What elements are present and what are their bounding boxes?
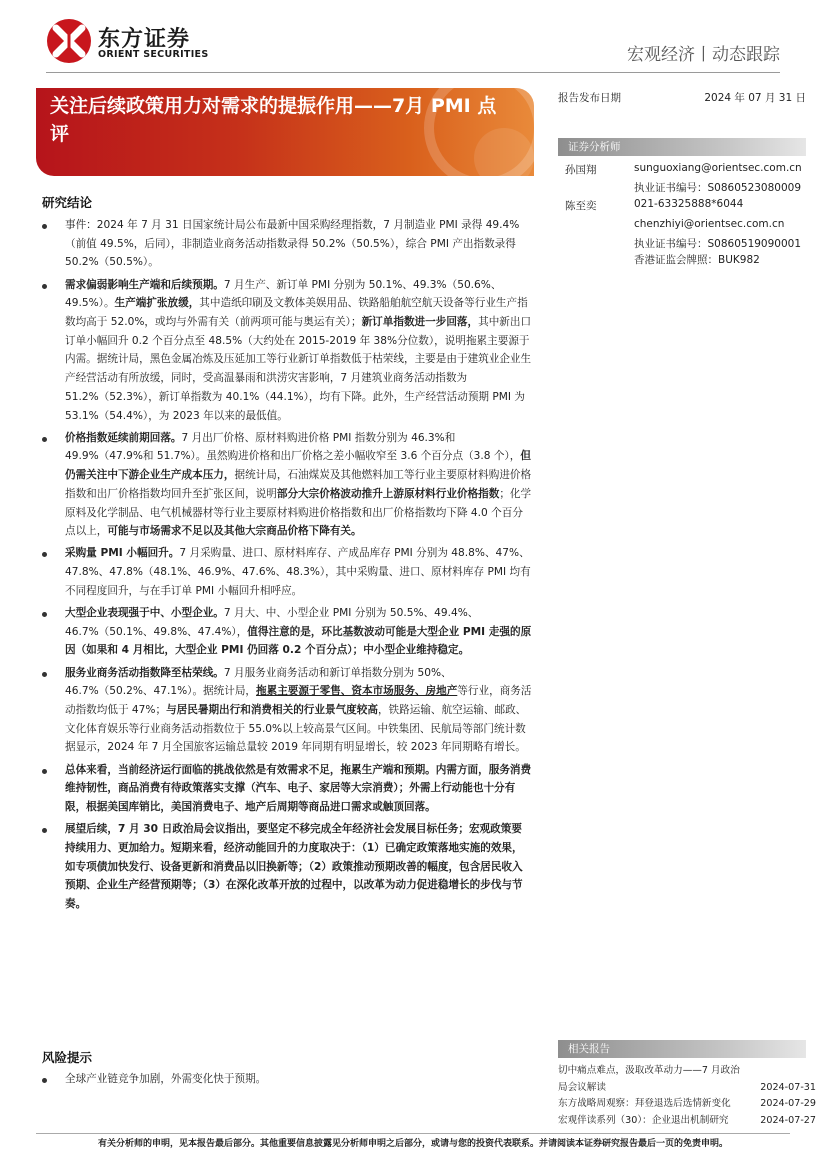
bullet-text: 总体来看，当前经济运行面临的挑战依然是有效需求不足，拖累生产端和预期。内需方面，服务消费维持韧性，商品消费有待政策落实支撑（汽车、电子、家居等大宗消费）；外需上行动能也十分有限，根据美国库销比，美国消费电子、地产后周期等商品进口需求或触顶回落。	[65, 763, 532, 814]
analyst-phone: 021-63325888*6044	[634, 198, 744, 210]
bullet-dot-icon	[42, 552, 47, 557]
related-header: 相关报告	[558, 1040, 806, 1058]
title-banner	[36, 88, 534, 176]
related-report-date: 2024-07-27	[760, 1115, 816, 1126]
bullet-text: 事件：2024 年 7 月 31 日国家统计局公布最新中国采购经理指数，7 月制造业 PMI 录得 49.4%（前值 49.5%，后同），非制造业商务活动指数录得 50.2%（50.5%），综合 PMI 产出指数录得 50.2%（50.5%）。	[65, 219, 520, 269]
related-report-title[interactable]: 东方战略周观察：拜登退选后选情新变化	[558, 1098, 731, 1109]
bullet-dot-icon	[42, 828, 47, 833]
bullet-text: 价格指数延续前期回落。	[65, 431, 182, 444]
report-title: 关注后续政策用力对需求的提振作用——7月 PMI 点评	[50, 95, 497, 145]
company-logo	[46, 18, 246, 68]
bullet-dot-icon	[42, 284, 47, 289]
conclusion-body	[42, 216, 532, 917]
bullet-text: 据统计局，石油煤炭及其他燃料加工等行业主要原材料购进价格指数和出厂价格指数均回升至扩张区间，说明	[65, 469, 532, 500]
related-report[interactable]	[558, 1095, 816, 1112]
bullet-dot-icon	[42, 1078, 47, 1083]
analyst-license: 执业证书编号：S0860519090001	[634, 238, 802, 250]
conclusion-bullet	[42, 216, 532, 272]
orient-logo-icon	[46, 18, 92, 64]
bullet-text: 7 月服务业商务活动和新订单指数分别为 50%、46.7%（50.2%、47.1%）。据统计局，	[65, 666, 452, 698]
report-category: 宏观经济丨动态跟踪	[627, 45, 780, 65]
bullet-text: 部分大宗价格波动推升上游原材料行业价格指数	[276, 487, 500, 500]
bullet-text: 采购量 PMI 小幅回升。	[65, 547, 180, 560]
analyst-hk-license: 香港证监会牌照：BUK982	[634, 254, 760, 266]
analyst-email[interactable]: sunguoxiang@orientsec.com.cn	[634, 162, 802, 174]
bullet-text: ；化学原料及化学制品、电气机械器材等行业主要原材料购进价格指数和出厂价格指数均下降 4.0 个百分点以上，	[65, 487, 532, 538]
logo-text-cn: 东方证券	[98, 27, 191, 52]
bullet-text: 新订单指数进一步回落，	[361, 316, 479, 329]
bullet-dot-icon	[42, 672, 47, 677]
bullet-text: 7 月大、中、小型企业 PMI 分别为 50.5%、49.4%、46.7%（50.1%、49.8%、47.4%），	[65, 607, 479, 638]
bullet-text: 7 月生产、新订单 PMI 分别为 50.1%、49.3%（50.6%、49.5%）。	[65, 278, 502, 310]
conclusion-title: 研究结论	[42, 195, 93, 210]
conclusion-bullet	[42, 604, 532, 660]
footer-divider	[36, 1133, 790, 1134]
bullet-text: 但仍需关注中下游企业生产成本压力，	[65, 450, 531, 482]
bullet-text: 展望后续，7 月 30 日政治局会议指出，要坚定不移完成全年经济社会发展目标任务；宏观政策要持续用力、更加给力。短期来看，经济动能回升的力度取决于：（1）已确定政策落地实施的效果，如专项债加快发行、设备更新和消费品以旧换新等；（2）政策推动预期改善的幅度，包含居民收入预期、企业生产经营预期等；（3）在深化改革开放的过程中，以改革为动力促进稳增长的步伐与节奏。	[65, 823, 523, 911]
bullet-text: 其中造纸印刷及文教体美娱用品、铁路船舶航空航天设备等行业生产指数均高于 52.0%，或均与外需有关（前两项可能与奥运有关）；	[65, 297, 528, 329]
report-date-label: 报告发布日期	[558, 92, 621, 104]
conclusion-bullet	[42, 429, 532, 541]
related-report[interactable]	[558, 1112, 816, 1129]
bullet-text: 大型企业表现强于中、小型企业。	[65, 607, 224, 620]
footer-disclaimer: 有关分析师的申明，见本报告最后部分。其他重要信息披露见分析师申明之后部分，或请与您的投资代表联系。并请阅读本证券研究报告最后一页的免责申明。	[97, 1139, 728, 1149]
bullet-text: 服务业商务活动指数降至枯荣线。	[65, 666, 224, 679]
bullet-text: 与居民暑期出行和消费相关的行业景气度较高	[166, 704, 378, 717]
risk-body	[42, 1070, 532, 1092]
analyst-email[interactable]: chenzhiyi@orientsec.com.cn	[634, 218, 785, 230]
analyst-name: 孙国翔	[565, 164, 597, 176]
report-date-value: 2024 年 07 月 31 日	[704, 92, 806, 104]
bullet-dot-icon	[42, 769, 47, 774]
related-report[interactable]	[558, 1062, 816, 1096]
conclusion-bullet	[42, 761, 532, 817]
related-report-title[interactable]: 切中痛点难点，汲取改革动力——7 月政治局会议解读	[558, 1065, 740, 1093]
risk-bullet	[42, 1070, 532, 1089]
related-report-date: 2024-07-29	[760, 1098, 816, 1109]
bullet-text: 其中新出口订单小幅回升 0.2 个百分点至 48.5%（大约处在 2015-2019 年 38%分位数），说明拖累主要源于内需。据统计局，黑色金属冶炼及压延加工等行业新订单指数低于枯荣线，主要是由于建筑业企业生产经营活动有所放缓，同时，受高温暴雨和洪涝灾害影响，7 月建筑业商务活动指数为 51.2%（52.3%），新订单指数为 40.1%（44.1%），均有下降。此外，生产经营活动预期 PMI 为 53.1%（54.4%），为 2023 年以来的最低值。	[65, 316, 532, 422]
risk-title: 风险提示	[42, 1050, 93, 1065]
bullet-text: 拖累主要源于零售、资本市场服务、房地产	[256, 685, 458, 698]
bullet-text: 7 月采购量、进口、原材料库存、产成品库存 PMI 分别为 48.8%、47%、47.8%、47.8%（48.1%、46.9%、47.6%、48.3%），其中采购量、进口、原材料库存 PMI 均有不同程度回升，与在手订单 PMI 小幅回升相呼应。	[65, 547, 531, 597]
conclusion-bullet	[42, 544, 532, 600]
conclusion-bullet	[42, 664, 532, 758]
related-report-title[interactable]: 宏观伴读系列（30）：企业退出机制研究	[558, 1115, 729, 1126]
analysts-header: 证券分析师	[558, 138, 806, 156]
conclusion-bullet	[42, 820, 532, 914]
bullet-dot-icon	[42, 224, 47, 229]
bullet-text: 值得注意的是，环比基数波动可能是大型企业 PMI 走强的原因（如果和 4 月相比，大型企业 PMI 仍回落 0.2 个百分点）；中小型企业维持稳定。	[65, 625, 532, 657]
bullet-text: 可能与市场需求不足以及其他大宗商品价格下降有关。	[107, 525, 362, 538]
analyst-name: 陈至奕	[565, 200, 597, 212]
bullet-text: 需求偏弱影响生产端和后续预期。	[65, 278, 224, 291]
bullet-text: 生产端扩张放缓，	[114, 297, 200, 310]
bullet-text: ，铁路运输、航空运输、邮政、文化体育娱乐等行业商务活动指数位于 55.0%以上较高景气区间。中铁集团、民航局等部门统计数据显示，2024 年 7 月全国旅客运输总量较 2019 年同期有明显增长，较 2023 年同期略有增长。	[65, 704, 527, 754]
bullet-dot-icon	[42, 437, 47, 442]
bullet-text: 等行业，商务活动指数均低于 47%；	[65, 685, 532, 717]
analyst-license: 执业证书编号：S0860523080009	[634, 182, 802, 194]
related-report-date: 2024-07-31	[760, 1082, 816, 1093]
logo-text-en: ORIENT SECURITIES	[98, 49, 209, 60]
header-divider	[46, 72, 780, 73]
bullet-text: 7 月出厂价格、原材料购进价格 PMI 指数分别为 46.3%和 49.9%（47.9%和 51.7%）。虽然购进价格和出厂价格之差小幅收窄至 3.6 个百分点（3.8 个），	[65, 431, 521, 463]
conclusion-bullet	[42, 276, 532, 426]
bullet-dot-icon	[42, 612, 47, 617]
risk-text: 全球产业链竞争加剧，外需变化快于预期。	[65, 1073, 267, 1085]
